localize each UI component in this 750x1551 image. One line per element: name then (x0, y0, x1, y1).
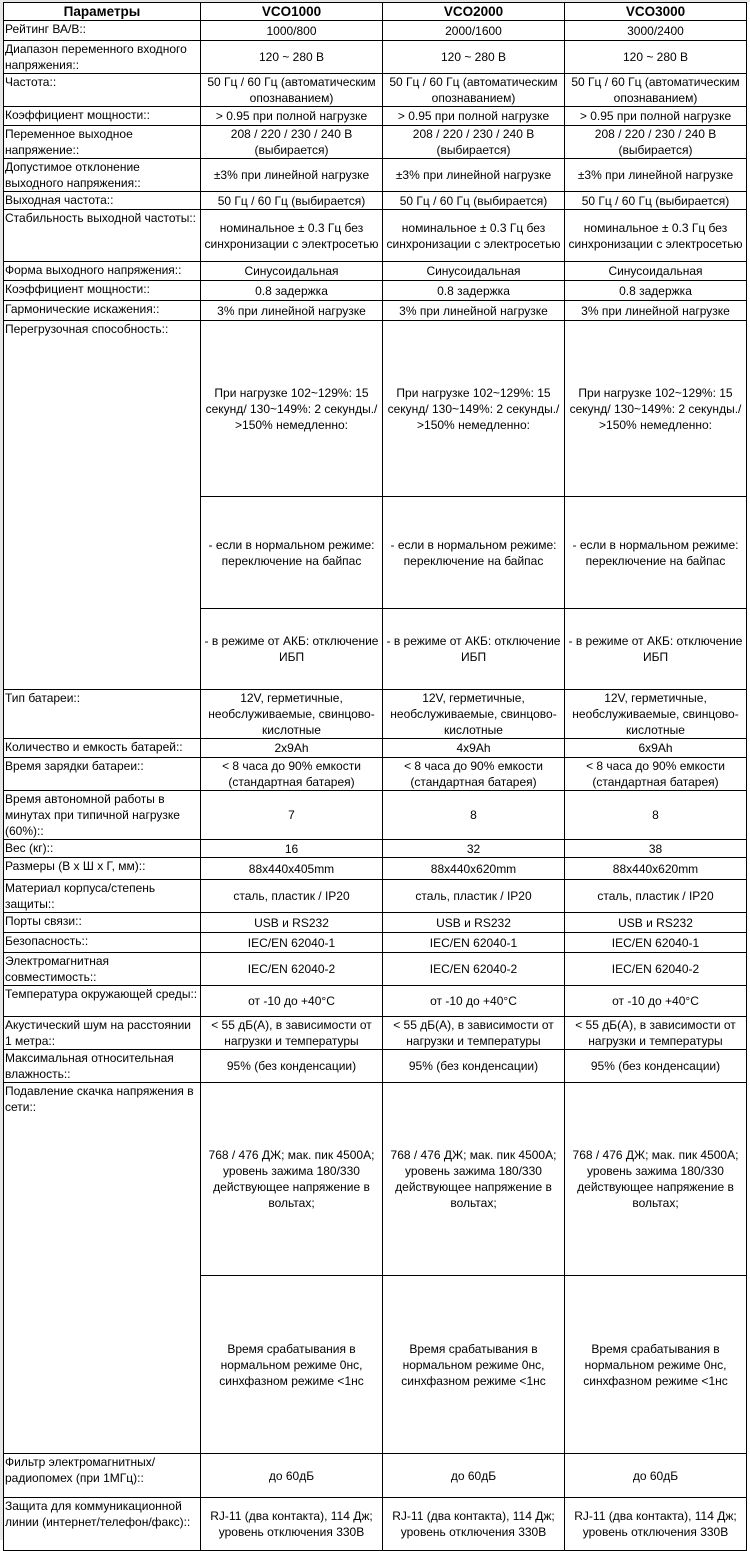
param-label: Допустимое отклонение выходного напряжения:: (4, 159, 201, 192)
table-row (4, 1017, 747, 1050)
param-value: 50 Гц / 60 Гц (автоматическим опознаванием) (565, 74, 747, 107)
param-value: USB и RS232 (383, 913, 565, 933)
table-row (4, 913, 747, 933)
param-value: сталь, пластик / IP20 (383, 880, 565, 913)
param-value: Синусоидальная (565, 262, 747, 281)
param-value: - если в нормальном режиме: переключение на байпас (201, 497, 383, 609)
param-value: - в режиме от АКБ: отключение ИБП (201, 609, 383, 690)
param-value: < 55 дБ(А), в зависимости от нагрузки и температуры (201, 1017, 383, 1050)
table-row (4, 210, 747, 262)
param-value: IEC/EN 62040-2 (383, 953, 565, 986)
param-label: Порты связи:: (4, 913, 201, 933)
table-row (4, 1050, 747, 1083)
param-value: номинальное ± 0.3 Гц без синхронизации с электросетью (201, 210, 383, 262)
param-value: 208 / 220 / 230 / 240 В (выбирается) (383, 126, 565, 159)
param-label: Выходная частота:: (4, 192, 201, 210)
param-value: USB и RS232 (565, 913, 747, 933)
param-value: 208 / 220 / 230 / 240 В (выбирается) (201, 126, 383, 159)
param-value: 1000/800 (201, 21, 383, 41)
param-value: 8 (565, 791, 747, 840)
param-value: 4x9Ah (383, 739, 565, 758)
param-value: 120 ~ 280 В (565, 41, 747, 74)
param-value: до 60дБ (565, 1454, 747, 1498)
param-label: Частота:: (4, 74, 201, 107)
param-value: до 60дБ (383, 1454, 565, 1498)
param-value: 6x9Ah (565, 739, 747, 758)
header-row (4, 3, 747, 21)
param-value: 0.8 задержка (383, 281, 565, 301)
param-value: 50 Гц / 60 Гц (выбирается) (383, 192, 565, 210)
param-value: < 55 дБ(А), в зависимости от нагрузки и температуры (565, 1017, 747, 1050)
param-value: 12V, герметичные, необслуживаемые, свинцово-кислотные (201, 690, 383, 739)
param-value: номинальное ± 0.3 Гц без синхронизации с электросетью (383, 210, 565, 262)
param-label: Стабильность выходной частоты:: (4, 210, 201, 262)
table-row (4, 858, 747, 880)
param-value: При нагрузке 102~129%: 15 секунд/ 130~149%: 2 секунды./ >150% немедленно: (383, 321, 565, 497)
param-value: 95% (без конденсации) (201, 1050, 383, 1083)
param-label: Время автономной работы в минутах при типичной нагрузке (60%):: (4, 791, 201, 840)
param-label: Размеры (В х Ш х Г, мм):: (4, 858, 201, 880)
param-value: < 8 часа до 90% емкости (стандартная батарея) (201, 758, 383, 791)
param-value: При нагрузке 102~129%: 15 секунд/ 130~149%: 2 секунды./ >150% немедленно: (201, 321, 383, 497)
param-label: Форма выходного напряжения:: (4, 262, 201, 281)
table-row (4, 301, 747, 321)
param-value: < 55 дБ(А), в зависимости от нагрузки и температуры (383, 1017, 565, 1050)
param-value: < 8 часа до 90% емкости (стандартная батарея) (383, 758, 565, 791)
param-value: IEC/EN 62040-1 (565, 933, 747, 953)
param-value: 95% (без конденсации) (383, 1050, 565, 1083)
param-value: ±3% при линейной нагрузке (201, 159, 383, 192)
param-value: Синусоидальная (383, 262, 565, 281)
param-value: номинальное ± 0.3 Гц без синхронизации с электросетью (565, 210, 747, 262)
param-value: 0.8 задержка (201, 281, 383, 301)
param-label: Перегрузочная способность:: (4, 321, 201, 690)
param-value: 12V, герметичные, необслуживаемые, свинцово-кислотные (383, 690, 565, 739)
table-row (4, 74, 747, 107)
spec-table (3, 2, 747, 1551)
table-row (4, 758, 747, 791)
param-value: 88x440x405mm (201, 858, 383, 880)
param-value: 768 / 476 ДЖ; мак. пик 4500А; уровень зажима 180/330 действующее напряжение в вольтах; (201, 1083, 383, 1276)
param-value: сталь, пластик / IP20 (565, 880, 747, 913)
table-row (4, 262, 747, 281)
param-value: > 0.95 при полной нагрузке (565, 107, 747, 126)
param-label: Акустический шум на расстоянии 1 метра:: (4, 1017, 201, 1050)
param-value: ±3% при линейной нагрузке (565, 159, 747, 192)
param-label: Защита для коммуникационной линии (интернет/телефон/факс):: (4, 1498, 201, 1551)
param-label: Рейтинг ВА/В:: (4, 21, 201, 41)
param-value: RJ-11 (два контакта), 114 Дж; уровень отключения 330В (383, 1498, 565, 1551)
param-value: 88x440x620mm (565, 858, 747, 880)
table-row (4, 933, 747, 953)
param-value: от -10 до +40°C (383, 986, 565, 1017)
param-value: от -10 до +40°C (201, 986, 383, 1017)
header-model: VCO3000 (565, 3, 747, 21)
param-label: Подавление скачка напряжения в сети:: (4, 1083, 201, 1454)
table-row (4, 321, 747, 497)
param-value: 32 (383, 840, 565, 858)
param-value: Время срабатывания в нормальном режиме 0нс, синхфазном режиме <1нс (201, 1276, 383, 1454)
param-label: Температура окружающей среды:: (4, 986, 201, 1017)
table-row (4, 192, 747, 210)
param-value: 16 (201, 840, 383, 858)
param-value: 768 / 476 ДЖ; мак. пик 4500А; уровень зажима 180/330 действующее напряжение в вольтах; (565, 1083, 747, 1276)
param-value: 3% при линейной нагрузке (383, 301, 565, 321)
param-value: IEC/EN 62040-2 (565, 953, 747, 986)
param-label: Электромагнитная совместимость:: (4, 953, 201, 986)
param-value: 50 Гц / 60 Гц (выбирается) (201, 192, 383, 210)
param-label: Диапазон переменного входного напряжения:: (4, 41, 201, 74)
param-label: Максимальная относительная влажность:: (4, 1050, 201, 1083)
table-row (4, 281, 747, 301)
param-value: 50 Гц / 60 Гц (автоматическим опознаванием) (201, 74, 383, 107)
param-value: 2000/1600 (383, 21, 565, 41)
param-value: 2x9Ah (201, 739, 383, 758)
param-label: Время зарядки батареи:: (4, 758, 201, 791)
table-row (4, 1083, 747, 1276)
header-param: Параметры (4, 3, 201, 21)
param-value: IEC/EN 62040-1 (201, 933, 383, 953)
param-value: > 0.95 при полной нагрузке (383, 107, 565, 126)
param-value: - в режиме от АКБ: отключение ИБП (383, 609, 565, 690)
param-value: 50 Гц / 60 Гц (автоматическим опознаванием) (383, 74, 565, 107)
param-label: Вес (кг):: (4, 840, 201, 858)
param-label: Безопасность:: (4, 933, 201, 953)
param-label: Материал корпуса/степень защиты:: (4, 880, 201, 913)
param-value: 95% (без конденсации) (565, 1050, 747, 1083)
param-value: RJ-11 (два контакта), 114 Дж; уровень отключения 330В (201, 1498, 383, 1551)
param-value: - если в нормальном режиме: переключение на байпас (383, 497, 565, 609)
param-value: Время срабатывания в нормальном режиме 0нс, синхфазном режиме <1нс (383, 1276, 565, 1454)
param-label: Фильтр электромагнитных/радиопомех (при 1МГц):: (4, 1454, 201, 1498)
table-row (4, 880, 747, 913)
param-value: Синусоидальная (201, 262, 383, 281)
param-value: 38 (565, 840, 747, 858)
param-value: до 60дБ (201, 1454, 383, 1498)
param-label: Переменное выходное напряжение:: (4, 126, 201, 159)
header-model: VCO1000 (201, 3, 383, 21)
param-value: 768 / 476 ДЖ; мак. пик 4500А; уровень зажима 180/330 действующее напряжение в вольтах; (383, 1083, 565, 1276)
param-value: 50 Гц / 60 Гц (выбирается) (565, 192, 747, 210)
table-row (4, 41, 747, 74)
table-row (4, 126, 747, 159)
param-value: RJ-11 (два контакта), 114 Дж; уровень отключения 330В (565, 1498, 747, 1551)
param-label: Гармонические искажения:: (4, 301, 201, 321)
param-value: 3% при линейной нагрузке (201, 301, 383, 321)
param-value: 3000/2400 (565, 21, 747, 41)
table-row (4, 159, 747, 192)
table-row (4, 1454, 747, 1498)
param-value: 88x440x620mm (383, 858, 565, 880)
param-value: 7 (201, 791, 383, 840)
table-row (4, 986, 747, 1017)
param-value: USB и RS232 (201, 913, 383, 933)
param-value: 0.8 задержка (565, 281, 747, 301)
param-value: 120 ~ 280 В (201, 41, 383, 74)
param-value: ±3% при линейной нагрузке (383, 159, 565, 192)
table-row (4, 21, 747, 41)
param-value: < 8 часа до 90% емкости (стандартная батарея) (565, 758, 747, 791)
table-row (4, 107, 747, 126)
param-label: Количество и емкость батарей:: (4, 739, 201, 758)
param-value: - если в нормальном режиме: переключение на байпас (565, 497, 747, 609)
param-value: сталь, пластик / IP20 (201, 880, 383, 913)
param-label: Коэффициент мощности:: (4, 281, 201, 301)
table-row (4, 791, 747, 840)
table-row (4, 1498, 747, 1551)
param-value: 3% при линейной нагрузке (565, 301, 747, 321)
param-value: 120 ~ 280 В (383, 41, 565, 74)
table-row (4, 739, 747, 758)
param-value: от -10 до +40°C (565, 986, 747, 1017)
param-value: IEC/EN 62040-1 (383, 933, 565, 953)
param-value: При нагрузке 102~129%: 15 секунд/ 130~149%: 2 секунды./ >150% немедленно: (565, 321, 747, 497)
param-value: 12V, герметичные, необслуживаемые, свинцово-кислотные (565, 690, 747, 739)
param-value: 208 / 220 / 230 / 240 В (выбирается) (565, 126, 747, 159)
param-label: Тип батареи:: (4, 690, 201, 739)
param-value: > 0.95 при полной нагрузке (201, 107, 383, 126)
table-row (4, 840, 747, 858)
param-value: IEC/EN 62040-2 (201, 953, 383, 986)
header-model: VCO2000 (383, 3, 565, 21)
table-row (4, 690, 747, 739)
param-value: 8 (383, 791, 565, 840)
param-value: - в режиме от АКБ: отключение ИБП (565, 609, 747, 690)
param-label: Коэффициент мощности:: (4, 107, 201, 126)
table-row (4, 953, 747, 986)
param-value: Время срабатывания в нормальном режиме 0нс, синхфазном режиме <1нс (565, 1276, 747, 1454)
